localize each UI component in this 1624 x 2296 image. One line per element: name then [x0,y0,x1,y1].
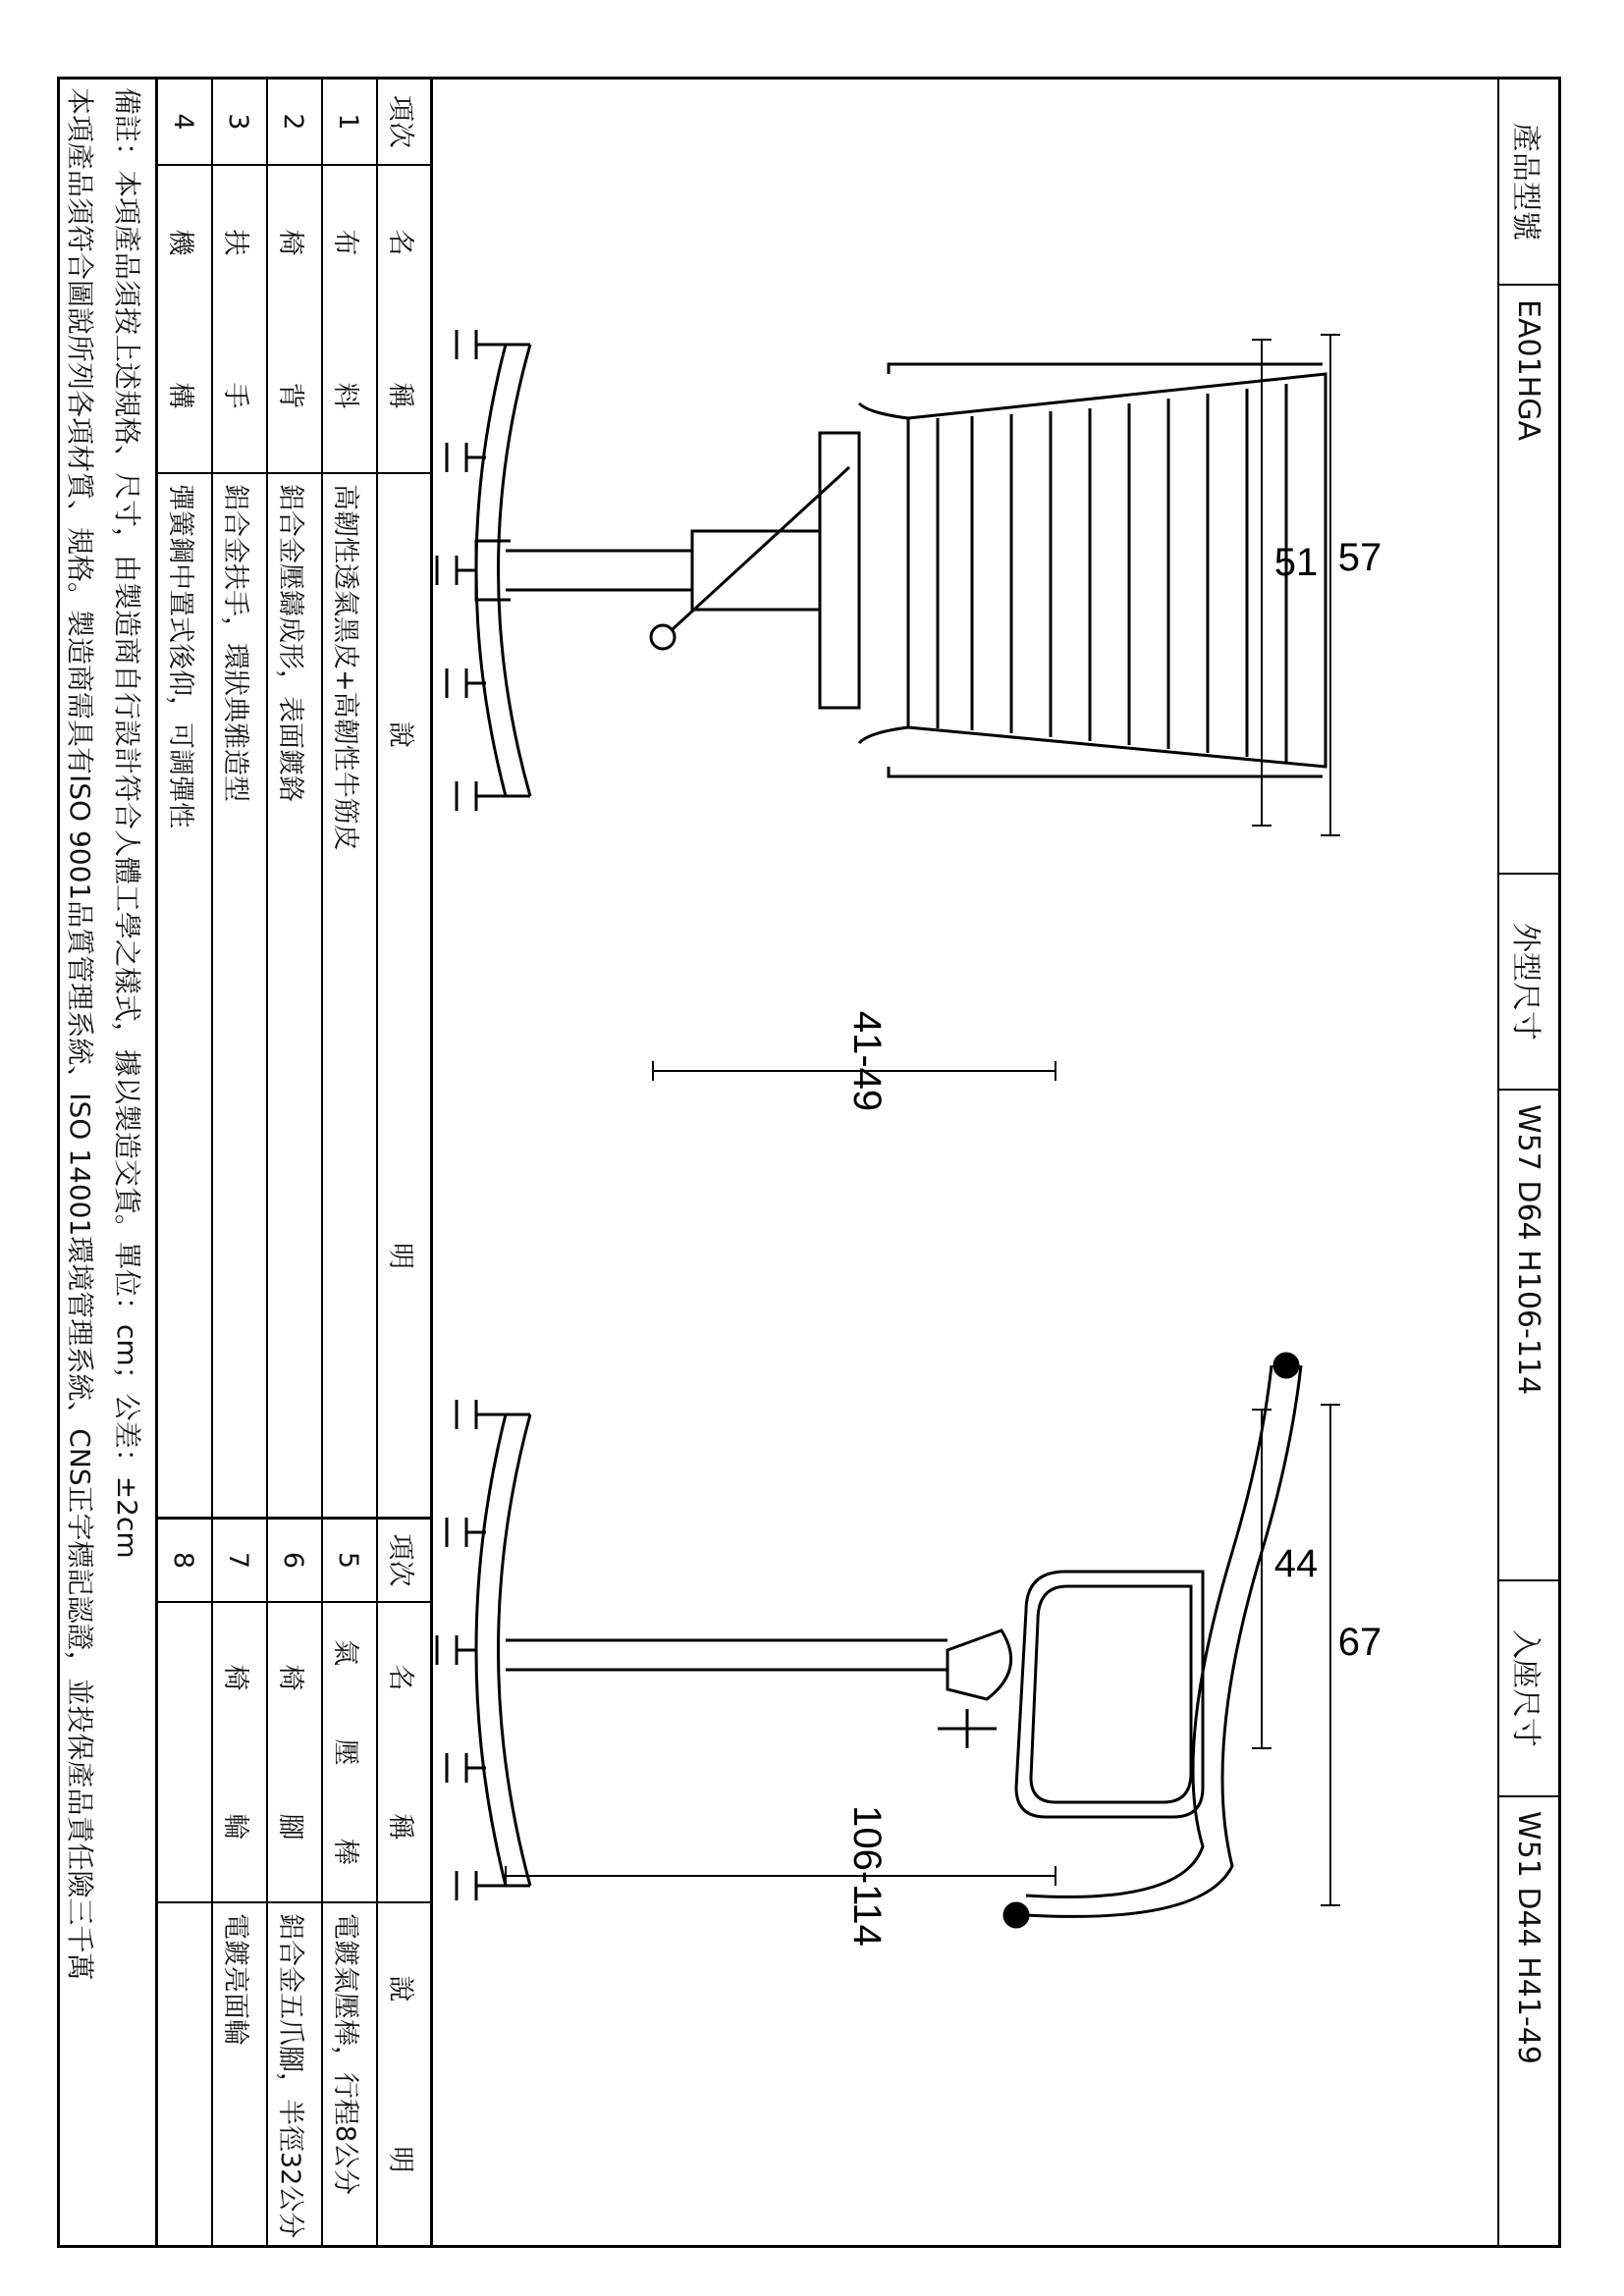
dim-total-height: 106-114 [845,1805,889,1947]
model-label: 產品型號 [1499,80,1558,286]
row3-name: 扶 手 [220,229,251,409]
row7-name: 椅 輪 [220,1664,251,1841]
row1-no: 1 [333,113,364,131]
row3-desc: 鋁合金扶手，環狀典雅造型 [220,484,251,802]
side-view-chair [437,1354,1340,1927]
row6-name: 椅 腳 [275,1664,306,1841]
row1-desc: 高韌性透氣黑皮+高韌性牛筋皮 [330,484,361,851]
dim-depth-outer: 67 [1337,1621,1382,1664]
side-view-casters [437,1400,506,1900]
note-line-1: 備註：本項產品須按上述規格、尺寸，由製造商自行設計符合人體工學之樣式，據以製造交貨。單位：cm；公差：±2cm [111,87,143,1559]
note-line-2: 本項產品須符合圖說所列各項材質、規格。製造商需具有ISO 9001品質管理系統、ISO 14001環境管理系統、CNS正字標記認證，並投保產品責任險三千萬 [64,87,96,1981]
model-value: EA01HGA [1499,286,1558,875]
row6-desc: 鋁合金五爪腳，半徑32公分 [275,1913,306,2239]
row1-name: 布 料 [330,229,361,409]
row3-no: 3 [223,113,254,131]
dim-depth-inner: 44 [1273,1542,1319,1585]
row7-desc: 電鍍亮面輪 [220,1913,251,2046]
row7-no: 7 [223,1551,254,1570]
row5-name: 氣 壓 棒 [330,1639,361,1865]
seat-size-label: 入座尺寸 [1499,1581,1558,1797]
row8-no: 8 [168,1551,199,1570]
dim-seat-height: 41-49 [845,1010,889,1112]
header-no-right: 項次 [385,1533,416,1587]
top-view-casters [437,330,506,811]
header-no-left: 項次 [385,95,416,148]
row5-desc: 電鍍氣壓棒，行程8公分 [330,1913,361,2196]
row8-name [156,1603,211,1901]
sheet-frame [57,77,1561,2248]
dim-width-outer: 57 [1337,536,1382,579]
outer-size-value: W57 D64 H106-114 [1499,1091,1558,1581]
row8-desc [156,1903,211,2245]
header-name-right: 名 稱 [385,1664,416,1841]
header-desc-right: 說 明 [385,1975,416,2173]
technical-drawing [433,80,1497,2245]
header-divider [1497,80,1499,2245]
row6-no: 6 [278,1551,309,1570]
top-view-chair [437,330,1340,1081]
row2-no: 2 [278,113,309,131]
header-name-left: 名 稱 [385,229,416,409]
outer-size-label: 外型尺寸 [1499,875,1558,1091]
row4-name: 機 構 [165,229,196,409]
row4-no: 4 [168,113,199,131]
seat-size-value: W51 D44 H41-49 [1511,1811,1546,2064]
row2-name: 椅 背 [275,229,306,409]
dim-width-inner: 51 [1273,541,1319,584]
row5-no: 5 [333,1551,364,1570]
row4-desc: 彈簧鋼中置式後仰，可調彈性 [165,484,196,828]
row2-desc: 鋁合金壓鑄成形，表面鍍鉻 [275,484,306,802]
header-desc-left: 說 明 [385,721,416,1269]
